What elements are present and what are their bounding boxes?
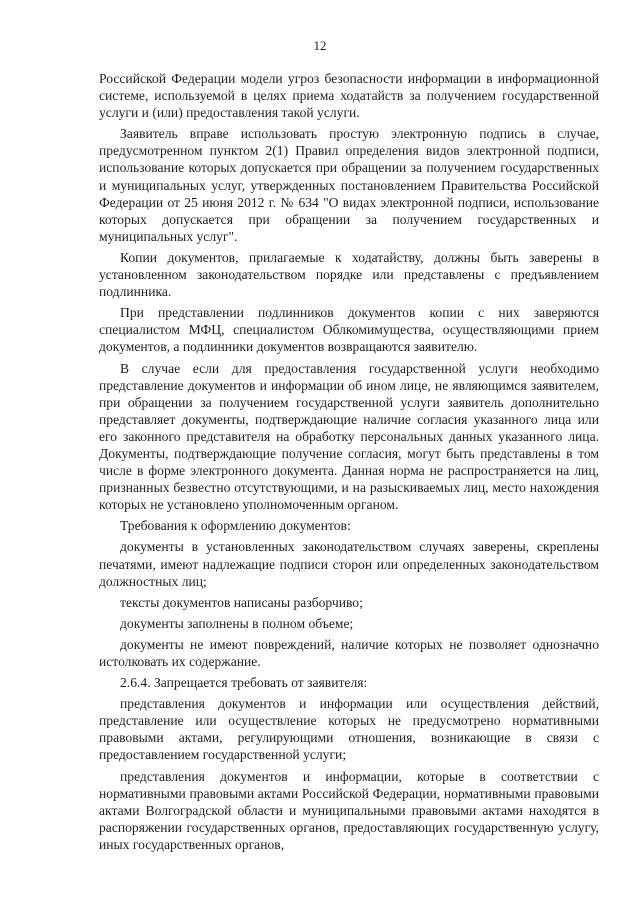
paragraph-model-threats: Российской Федерации модели угроз безопасности информации в информационной системе, используемой в целях приема ходатайств за получением государственной услуги и (или) предоставления такой услуги.: [99, 71, 599, 121]
paragraph-originals-certification: При представлении подлинников документов копии с них заверяются специалистом МФЦ, специалистом Облкомимущества, осуществляющими прием документов, а подлинники документов возвращаются заявителю.: [99, 305, 599, 355]
paragraph-requirements-heading: Требования к оформлению документов:: [120, 518, 351, 534]
paragraph-prohibition-documents: представления документов и информации, которые в соответствии с нормативными правовыми актами Российской Федерации, нормативными правовыми актами Волгоградской области и муниципальными правовыми актами находятся в распоряжении государственных органов, предоставляющих государственную услугу, иных государственных органов,: [99, 768, 599, 852]
document-body: [99, 70, 599, 857]
paragraph-requirement-complete: документы заполнены в полном объеме;: [120, 615, 354, 631]
paragraph-third-party-consent: В случае если для предоставления государственной услуги необходимо представление документов и информации об ином лице, не являющимся заявителем, при обращении за получением государственной услуги заявитель дополнительно представляет документы, подтверждающие наличие согласия указанного лица или его законного представителя на обработку персональных данных указанного лица. Документы, подтверждающие получение согласия, могут быть представлены в том числе в форме электронного документа. Данная норма не распространяется на лиц, признанных безвестно отсутствующими, и на разыскиваемых лиц, место нахождения которых не установлено уполномоченным органом.: [99, 360, 599, 513]
paragraph-requirement-certified: документы в установленных законодательством случаях заверены, скреплены печатями, имеют надлежащие подписи сторон или определенных законодательством должностных лиц;: [99, 539, 599, 589]
paragraph-simple-signature: Заявитель вправе использовать простую электронную подпись в случае, предусмотренном пунктом 2(1) Правил определения видов электронной подписи, использование которых допускается при обращении за получением государственных и муниципальных услуг, утвержденных постановлением Правительства Российской Федерации от 25 июня 2012 г. № 634 "О видах электронной подписи, использование которых допускается при обращении за получением государственных и муниципальных услуг".: [99, 126, 599, 244]
paragraph-requirement-undamaged: документы не имеют повреждений, наличие которых не позволяет однозначно истолковать их содержание.: [99, 636, 599, 669]
paragraph-prohibition-actions: представления документов и информации или осуществления действий, представление или осуществление которых не предусмотрено нормативными правовыми актами, регулирующими отношения, возникающие в связи с предоставлением государственной услуги;: [99, 696, 599, 763]
paragraph-requirement-legible: тексты документов написаны разборчиво;: [120, 594, 363, 610]
paragraph-document-copies: Копии документов, прилагаемые к ходатайству, должны быть заверены в установленном законодательством порядке или представлены с предъявлением подлинника.: [99, 249, 599, 300]
page-number: 12: [313, 38, 327, 53]
paragraph-section-2-6-4: 2.6.4. Запрещается требовать от заявителя:: [120, 675, 368, 691]
